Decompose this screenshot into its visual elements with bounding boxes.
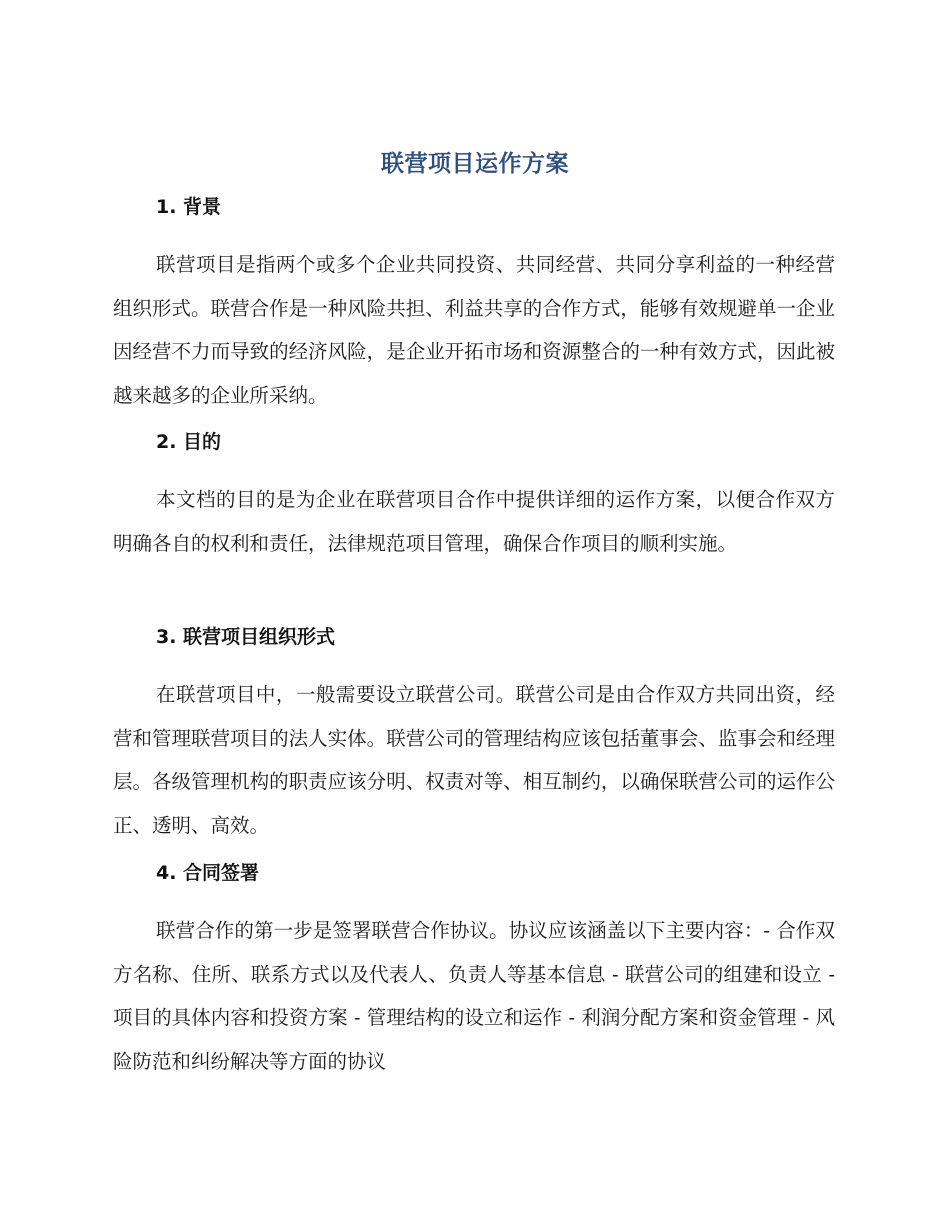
section-paragraph: 本文档的目的是为企业在联营项目合作中提供详细的运作方案，以便合作双方明确各自的权利和责任，法律规范项目管理，确保合作项目的顺利实施。 xyxy=(113,488,835,555)
section-paragraph: 在联营项目中，一般需要设立联营公司。联营公司是由合作双方共同出资，经营和管理联营项目的法人实体。联营公司的管理结构应该包括董事会、监事会和经理层。各级管理机构的职责应该分明、权责对等、相互制约，以确保联营公司的运作公正、透明、高效。 xyxy=(113,683,835,837)
section-heading: 1. 背景 xyxy=(156,196,222,218)
section-heading: 3. 联营项目组织形式 xyxy=(156,626,336,648)
section-organization xyxy=(113,622,835,847)
document-title: 联营项目运作方案 xyxy=(381,151,569,177)
section-heading: 2. 目的 xyxy=(156,431,222,453)
section-contract-signing xyxy=(113,858,835,1083)
section-purpose xyxy=(113,427,835,565)
section-background xyxy=(113,192,835,417)
section-paragraph: 联营项目是指两个或多个企业共同投资、共同经营、共同分享利益的一种经营组织形式。联营合作是一种风险共担、利益共享的合作方式，能够有效规避单一企业因经营不力而导致的经济风险，是企业开拓市场和资源整合的一种有效方式，因此被越来越多的企业所采纳。 xyxy=(113,253,835,407)
section-heading: 4. 合同签署 xyxy=(156,862,260,884)
section-paragraph: 联营合作的第一步是签署联营合作协议。协议应该涵盖以下主要内容：- 合作双方名称、住所、联系方式以及代表人、负责人等基本信息 - 联营公司的组建和设立 - 项目的具体内容和投资方案 - 管理结构的设立和运作 - 利润分配方案和资金管理 - 风险防范和纠纷解决等方面的协议 xyxy=(113,919,835,1073)
